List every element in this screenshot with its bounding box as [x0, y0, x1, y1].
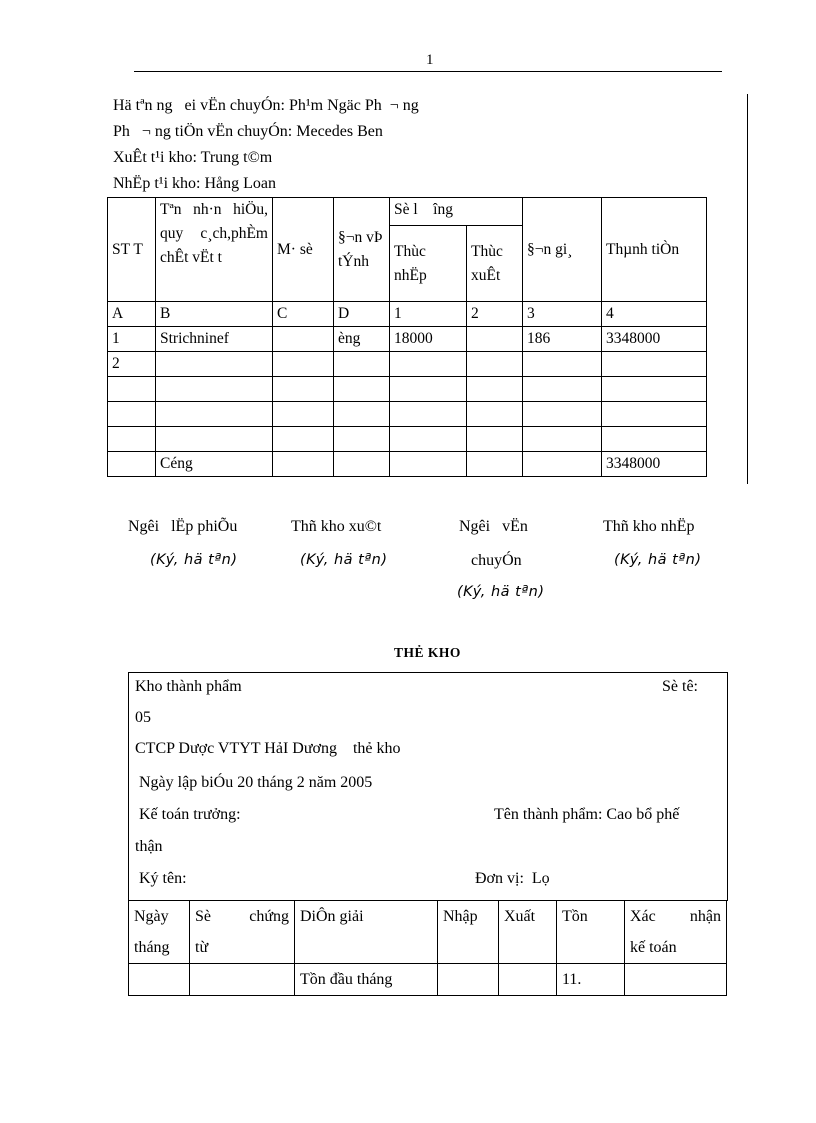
table-row [108, 327, 707, 352]
code-cell: 1 [390, 302, 467, 327]
signature-transporter: Ngêi vËn [459, 518, 528, 535]
header-confirm: Xác nhận kế toán [625, 901, 727, 964]
product-name-label: Tên thành phẩm: Cao bổ phế [494, 806, 680, 823]
issue-warehouse-line: XuÊt t¹i kho: Trung t©m [113, 149, 273, 166]
vehicle-line: Ph ¬ ng tiÖn vËn chuyÓn: Mecedes Ben [113, 123, 383, 140]
row-unit: èng [334, 327, 390, 352]
header-code: M· sè [273, 198, 334, 302]
total-label: Céng [156, 452, 273, 477]
row-stt: 2 [108, 352, 156, 377]
header-unit: §¬n vÞ tÝnh [334, 198, 390, 302]
unit-label: Đơn vị: Lọ [475, 870, 550, 887]
header-amount: Thµnh tiÒn [602, 198, 707, 302]
table-row [108, 377, 707, 402]
signature-preparer: Ngêi lËp phiÕu [128, 518, 238, 535]
signature-preparer-sub: (Ký, hä tªn) [150, 552, 238, 568]
sheet-no-label: Sè tê: [662, 678, 698, 695]
header-quantity: Sè l îng [390, 198, 523, 226]
code-cell: B [156, 302, 273, 327]
row-stt: 1 [108, 327, 156, 352]
signature-transporter-line2: chuyÓn [471, 552, 522, 569]
code-cell: C [273, 302, 334, 327]
header-stt: ST T [108, 198, 156, 302]
row-stock: 11. [557, 964, 625, 996]
code-cell: 2 [467, 302, 523, 327]
row-out [467, 327, 523, 352]
page-number: 1 [426, 52, 434, 68]
signature-issuer: Thñ kho xu©t [291, 518, 382, 535]
table-row [108, 352, 707, 377]
row-in: 18000 [390, 327, 467, 352]
sheet-no-value: 05 [135, 709, 151, 726]
row-code [273, 327, 334, 352]
the-kho-title: THẺ KHO [394, 645, 461, 660]
signature-issuer-sub: (Ký, hä tªn) [300, 552, 388, 568]
signature-transporter-sub: (Ký, hä tªn) [457, 584, 545, 600]
code-cell: 4 [602, 302, 707, 327]
table-row [108, 427, 707, 452]
row-description: Tồn đầu tháng [295, 964, 438, 996]
signature-receiver: Thñ kho nhËp [603, 518, 695, 535]
transporter-line: Hä tªn ng ei vËn chuyÓn: Ph¹m Ngäc Ph ¬ ng [113, 97, 419, 114]
company-line: CTCP Dược VTYT HảI Dương thẻ kho [135, 740, 401, 757]
code-cell: D [334, 302, 390, 327]
product-name-cont: thận [135, 838, 163, 855]
chief-accountant-label: Kế toán trưởng: [139, 806, 241, 823]
header-description: DiÔn giải [295, 901, 438, 964]
signature-receiver-sub: (Ký, hä tªn) [614, 552, 702, 568]
code-cell: A [108, 302, 156, 327]
stock-card-table [128, 900, 727, 996]
header-unit-price: §¬n gi¸ [523, 198, 602, 302]
header-rule [134, 71, 722, 72]
header-out: Xuất [499, 901, 557, 964]
row-price: 186 [523, 327, 602, 352]
delivery-table [107, 197, 707, 477]
header-stock: Tồn [557, 901, 625, 964]
table-row [129, 964, 727, 996]
table-row [108, 402, 707, 427]
sign-label: Ký tên: [139, 870, 187, 887]
total-row [108, 452, 707, 477]
warehouse-label: Kho thành phẩm [135, 678, 242, 695]
header-actual-out: Thùc xuÊt [467, 226, 523, 302]
receive-warehouse-line: NhËp t¹i kho: Hång Loan [113, 175, 276, 192]
date-line: Ngày lập biÓu 20 tháng 2 năm 2005 [139, 774, 373, 791]
header-doc-no: Sè chứng từ [190, 901, 295, 964]
header-actual-in: Thùc nhËp [390, 226, 467, 302]
total-amount: 3348000 [602, 452, 707, 477]
header-in: Nhập [438, 901, 499, 964]
outer-frame-right [747, 94, 748, 484]
header-date: Ngày tháng [129, 901, 190, 964]
row-amount: 3348000 [602, 327, 707, 352]
code-cell: 3 [523, 302, 602, 327]
header-item-name: Tªn nh·n hiÖu, quy c¸ch,phÈm chÊt vËt t [156, 198, 273, 302]
row-name: Strichninef [156, 327, 273, 352]
